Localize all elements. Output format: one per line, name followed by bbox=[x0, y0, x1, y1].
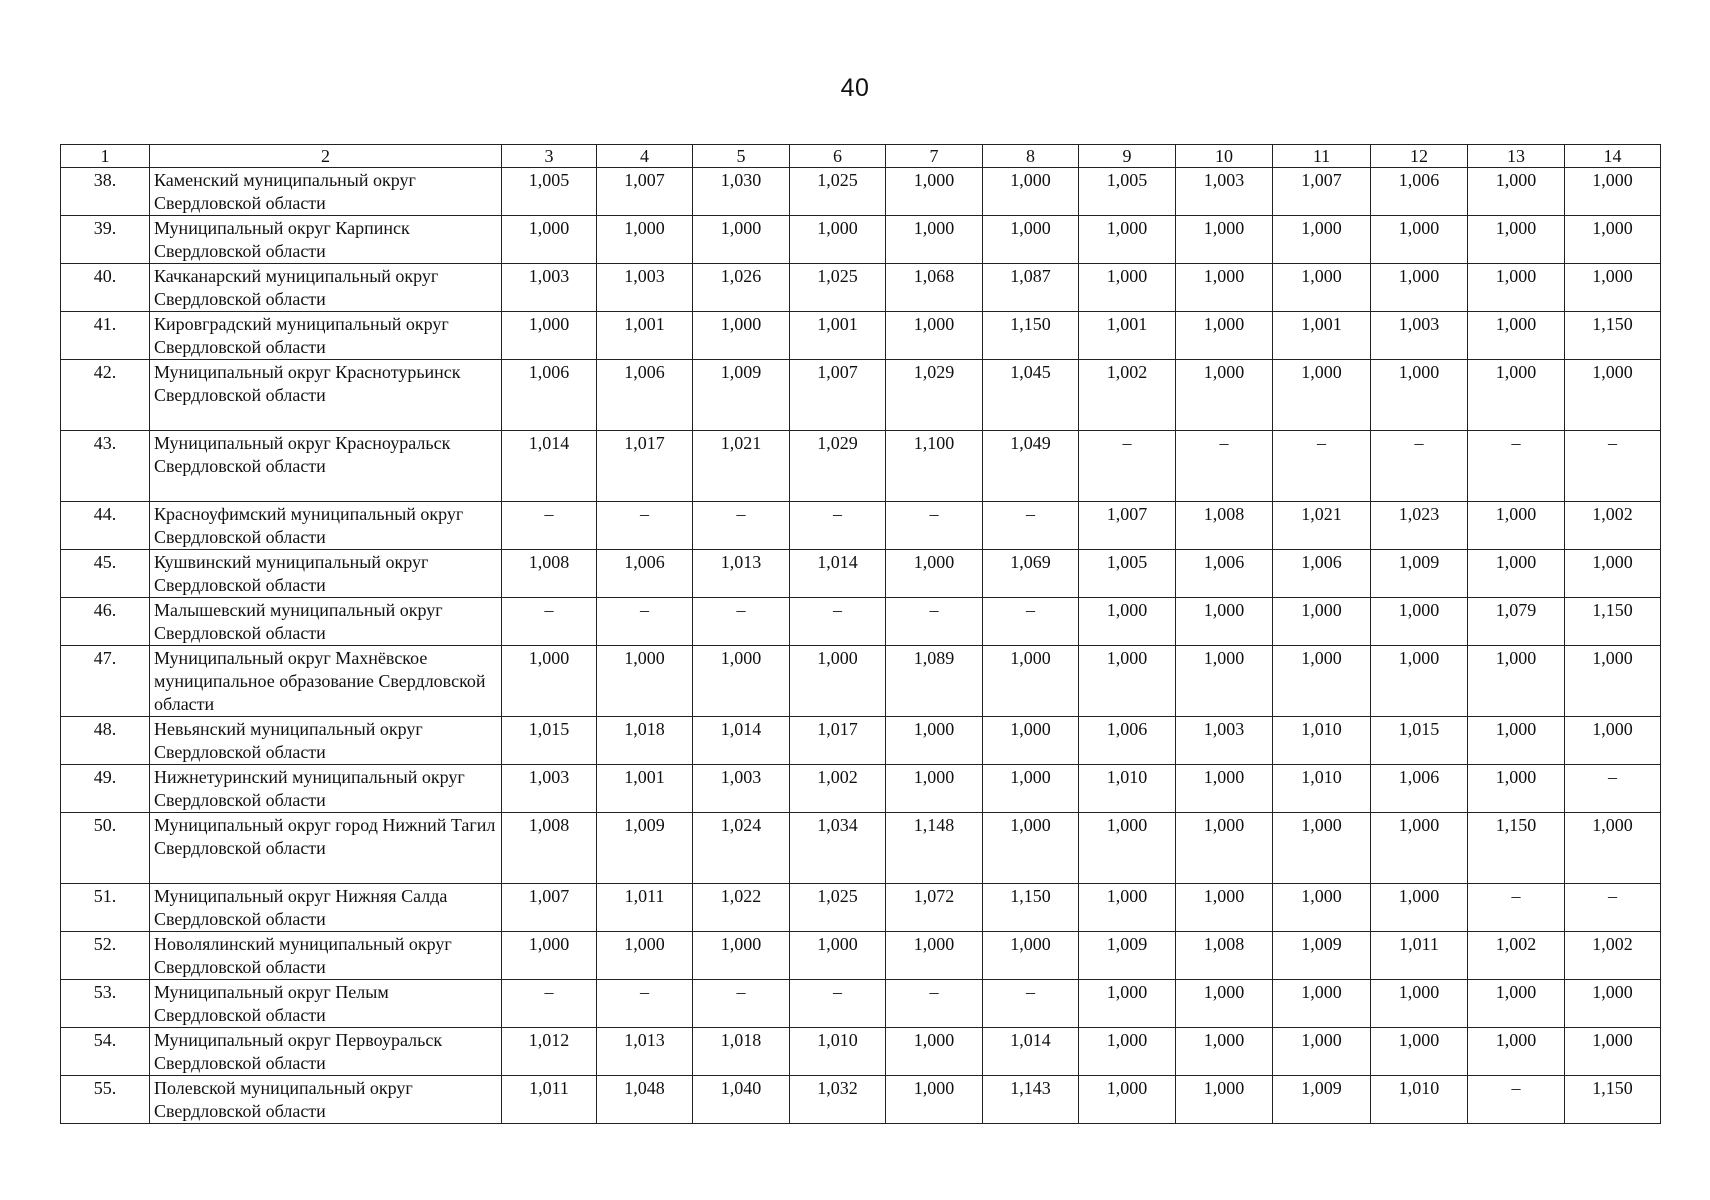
coefficient-cell: 1,007 bbox=[790, 360, 886, 431]
coefficient-cell: 1,000 bbox=[1468, 765, 1565, 813]
coefficient-cell: – bbox=[502, 980, 597, 1028]
coefficient-cell: 1,000 bbox=[1176, 765, 1273, 813]
coefficient-cell: 1,000 bbox=[1273, 813, 1371, 884]
coefficient-cell: 1,003 bbox=[1176, 717, 1273, 765]
coefficient-cell: 1,150 bbox=[1468, 813, 1565, 884]
coefficient-cell: 1,011 bbox=[502, 1076, 597, 1124]
column-header-11: 11 bbox=[1273, 145, 1371, 168]
coefficient-cell: 1,005 bbox=[502, 168, 597, 216]
coefficient-cell: 1,000 bbox=[1468, 550, 1565, 598]
coefficient-cell: 1,000 bbox=[1273, 980, 1371, 1028]
coefficient-cell: – bbox=[1565, 431, 1661, 502]
coefficient-cell: 1,023 bbox=[1371, 502, 1468, 550]
coefficient-cell: 1,000 bbox=[1176, 360, 1273, 431]
coefficient-cell: – bbox=[693, 502, 790, 550]
coefficient-cell: 1,030 bbox=[693, 168, 790, 216]
coefficient-cell: 1,150 bbox=[1565, 598, 1661, 646]
coefficient-cell: 1,000 bbox=[1079, 1028, 1176, 1076]
municipality-name: Красноуфимский муниципальный округ Свердловской области bbox=[150, 502, 502, 550]
coefficient-cell: 1,000 bbox=[597, 932, 693, 980]
coefficient-cell: 1,000 bbox=[1371, 884, 1468, 932]
column-header-6: 6 bbox=[790, 145, 886, 168]
coefficient-cell: 1,000 bbox=[983, 813, 1079, 884]
coefficient-cell: 1,000 bbox=[1371, 264, 1468, 312]
coefficient-cell: 1,000 bbox=[1273, 646, 1371, 717]
coefficient-cell: 1,008 bbox=[502, 813, 597, 884]
coefficient-cell: 1,000 bbox=[1565, 264, 1661, 312]
coefficient-cell: 1,000 bbox=[1371, 598, 1468, 646]
coefficient-cell: 1,150 bbox=[983, 312, 1079, 360]
coefficient-cell: 1,072 bbox=[886, 884, 983, 932]
coefficient-cell: 1,000 bbox=[1371, 980, 1468, 1028]
coefficient-cell: 1,000 bbox=[1176, 884, 1273, 932]
coefficient-cell: 1,000 bbox=[1176, 598, 1273, 646]
municipality-name: Муниципальный округ Красноуральск Свердловской области bbox=[150, 431, 502, 502]
table-row bbox=[61, 717, 1661, 765]
coefficient-cell: 1,017 bbox=[597, 431, 693, 502]
table-row bbox=[61, 884, 1661, 932]
coefficient-cell: – bbox=[1468, 1076, 1565, 1124]
coefficient-cell: 1,005 bbox=[1079, 550, 1176, 598]
coefficient-cell: 1,000 bbox=[1468, 360, 1565, 431]
coefficient-cell: 1,000 bbox=[1468, 216, 1565, 264]
coefficient-cell: – bbox=[1565, 884, 1661, 932]
coefficient-cell: – bbox=[790, 502, 886, 550]
row-number: 48. bbox=[61, 717, 150, 765]
coefficient-cell: 1,002 bbox=[1565, 502, 1661, 550]
coefficient-cell: 1,000 bbox=[1565, 360, 1661, 431]
row-number: 40. bbox=[61, 264, 150, 312]
coefficient-cell: – bbox=[597, 598, 693, 646]
coefficient-cell: 1,010 bbox=[1273, 765, 1371, 813]
coefficient-cell: 1,012 bbox=[502, 1028, 597, 1076]
row-number: 47. bbox=[61, 646, 150, 717]
coefficient-cell: 1,010 bbox=[790, 1028, 886, 1076]
table-row bbox=[61, 502, 1661, 550]
column-header-3: 3 bbox=[502, 145, 597, 168]
coefficient-cell: 1,011 bbox=[1371, 932, 1468, 980]
coefficient-cell: 1,000 bbox=[693, 932, 790, 980]
coefficient-cell: – bbox=[886, 980, 983, 1028]
row-number: 52. bbox=[61, 932, 150, 980]
coefficient-cell: 1,007 bbox=[502, 884, 597, 932]
coefficient-cell: 1,000 bbox=[1565, 646, 1661, 717]
coefficient-cell: 1,000 bbox=[502, 646, 597, 717]
coefficient-cell: 1,025 bbox=[790, 884, 886, 932]
row-number: 43. bbox=[61, 431, 150, 502]
coefficient-cell: 1,003 bbox=[502, 264, 597, 312]
table-row bbox=[61, 1028, 1661, 1076]
municipality-name: Новолялинский муниципальный округ Свердловской области bbox=[150, 932, 502, 980]
row-number: 41. bbox=[61, 312, 150, 360]
coefficient-cell: 1,069 bbox=[983, 550, 1079, 598]
coefficient-cell: 1,006 bbox=[1371, 765, 1468, 813]
coefficient-cell: 1,079 bbox=[1468, 598, 1565, 646]
column-header-9: 9 bbox=[1079, 145, 1176, 168]
table-row bbox=[61, 360, 1661, 431]
coefficient-cell: 1,026 bbox=[693, 264, 790, 312]
coefficient-cell: 1,000 bbox=[1468, 1028, 1565, 1076]
header-row bbox=[61, 145, 1661, 168]
coefficient-cell: 1,000 bbox=[1176, 1028, 1273, 1076]
coefficient-cell: 1,000 bbox=[983, 216, 1079, 264]
coefficient-cell: 1,003 bbox=[1371, 312, 1468, 360]
coefficient-cell: 1,021 bbox=[693, 431, 790, 502]
coefficient-cell: 1,014 bbox=[502, 431, 597, 502]
coefficient-cell: 1,000 bbox=[790, 932, 886, 980]
municipality-name: Полевской муниципальный округ Свердловской области bbox=[150, 1076, 502, 1124]
coefficient-cell: 1,000 bbox=[790, 646, 886, 717]
coefficient-cell: 1,000 bbox=[1371, 813, 1468, 884]
coefficient-cell: 1,089 bbox=[886, 646, 983, 717]
coefficient-cell: – bbox=[983, 502, 1079, 550]
table-row bbox=[61, 765, 1661, 813]
coefficient-cell: 1,000 bbox=[693, 646, 790, 717]
table-row bbox=[61, 932, 1661, 980]
coefficient-cell: 1,148 bbox=[886, 813, 983, 884]
coefficient-cell: 1,000 bbox=[1565, 813, 1661, 884]
coefficient-cell: 1,000 bbox=[1565, 717, 1661, 765]
coefficient-cell: 1,000 bbox=[1371, 646, 1468, 717]
table-row bbox=[61, 264, 1661, 312]
table-row bbox=[61, 550, 1661, 598]
municipality-name: Качканарский муниципальный округ Свердловской области bbox=[150, 264, 502, 312]
row-number: 55. bbox=[61, 1076, 150, 1124]
row-number: 49. bbox=[61, 765, 150, 813]
municipality-name: Малышевский муниципальный округ Свердловской области bbox=[150, 598, 502, 646]
coefficient-cell: 1,000 bbox=[1273, 360, 1371, 431]
row-number: 46. bbox=[61, 598, 150, 646]
municipality-name: Муниципальный округ Пелым Свердловской области bbox=[150, 980, 502, 1028]
coefficient-cell: 1,000 bbox=[886, 550, 983, 598]
coefficient-cell: 1,000 bbox=[1565, 168, 1661, 216]
table-row bbox=[61, 216, 1661, 264]
coefficient-cell: 1,049 bbox=[983, 431, 1079, 502]
column-header-7: 7 bbox=[886, 145, 983, 168]
coefficient-cell: 1,000 bbox=[886, 1076, 983, 1124]
coefficient-cell: 1,007 bbox=[1079, 502, 1176, 550]
table-row bbox=[61, 813, 1661, 884]
table-row bbox=[61, 980, 1661, 1028]
column-header-12: 12 bbox=[1371, 145, 1468, 168]
coefficient-cell: 1,006 bbox=[597, 550, 693, 598]
coefficient-cell: 1,000 bbox=[1079, 813, 1176, 884]
coefficient-cell: – bbox=[1371, 431, 1468, 502]
coefficient-cell: 1,008 bbox=[502, 550, 597, 598]
coefficient-cell: 1,021 bbox=[1273, 502, 1371, 550]
coefficient-cell: 1,013 bbox=[693, 550, 790, 598]
coefficient-cell: 1,032 bbox=[790, 1076, 886, 1124]
coefficient-cell: – bbox=[1468, 884, 1565, 932]
coefficient-cell: 1,000 bbox=[1176, 312, 1273, 360]
coefficient-cell: 1,002 bbox=[1468, 932, 1565, 980]
coefficient-cell: 1,001 bbox=[1273, 312, 1371, 360]
municipality-name: Кушвинский муниципальный округ Свердловской области bbox=[150, 550, 502, 598]
coefficient-cell: 1,000 bbox=[1273, 1028, 1371, 1076]
coefficient-cell: 1,000 bbox=[790, 216, 886, 264]
row-number: 54. bbox=[61, 1028, 150, 1076]
coefficient-cell: 1,015 bbox=[502, 717, 597, 765]
coefficient-cell: 1,018 bbox=[693, 1028, 790, 1076]
municipality-name: Муниципальный округ Махнёвское муниципальное образование Свердловской области bbox=[150, 646, 502, 717]
table-row bbox=[61, 646, 1661, 717]
coefficient-cell: 1,006 bbox=[1176, 550, 1273, 598]
coefficient-cell: 1,000 bbox=[1468, 502, 1565, 550]
coefficient-cell: 1,000 bbox=[1079, 884, 1176, 932]
coefficient-cell: – bbox=[983, 598, 1079, 646]
coefficient-cell: 1,006 bbox=[502, 360, 597, 431]
coefficient-cell: 1,009 bbox=[1273, 1076, 1371, 1124]
coefficient-cell: 1,000 bbox=[1176, 216, 1273, 264]
coefficient-cell: 1,001 bbox=[790, 312, 886, 360]
coefficient-cell: 1,000 bbox=[1079, 216, 1176, 264]
coefficient-cell: – bbox=[693, 980, 790, 1028]
table-header bbox=[61, 145, 1661, 168]
coefficient-cell: 1,000 bbox=[1176, 813, 1273, 884]
coefficient-cell: 1,006 bbox=[597, 360, 693, 431]
coefficient-cell: 1,150 bbox=[1565, 1076, 1661, 1124]
coefficient-cell: 1,029 bbox=[886, 360, 983, 431]
coefficient-cell: – bbox=[502, 598, 597, 646]
table-row bbox=[61, 168, 1661, 216]
column-header-1: 1 bbox=[61, 145, 150, 168]
coefficient-cell: 1,014 bbox=[693, 717, 790, 765]
coefficient-cell: 1,000 bbox=[1273, 598, 1371, 646]
coefficient-cell: – bbox=[1273, 431, 1371, 502]
coefficient-cell: 1,000 bbox=[1176, 264, 1273, 312]
coefficient-cell: 1,009 bbox=[1079, 932, 1176, 980]
coefficient-cell: 1,003 bbox=[502, 765, 597, 813]
coefficient-cell: 1,000 bbox=[1565, 1028, 1661, 1076]
coefficient-cell: 1,000 bbox=[502, 216, 597, 264]
coefficient-cell: 1,001 bbox=[1079, 312, 1176, 360]
coefficient-cell: 1,000 bbox=[1468, 312, 1565, 360]
coefficient-cell: 1,087 bbox=[983, 264, 1079, 312]
coefficient-cell: 1,000 bbox=[1079, 980, 1176, 1028]
coefficient-cell: 1,000 bbox=[886, 932, 983, 980]
coefficient-cell: 1,006 bbox=[1079, 717, 1176, 765]
coefficient-cell: 1,013 bbox=[597, 1028, 693, 1076]
coefficient-cell: 1,045 bbox=[983, 360, 1079, 431]
coefficient-cell: 1,007 bbox=[597, 168, 693, 216]
municipality-name: Муниципальный округ Нижняя Салда Свердловской области bbox=[150, 884, 502, 932]
coefficient-cell: 1,000 bbox=[886, 168, 983, 216]
coefficient-cell: 1,000 bbox=[886, 717, 983, 765]
coefficient-cell: 1,000 bbox=[693, 312, 790, 360]
coefficient-cell: – bbox=[502, 502, 597, 550]
column-header-10: 10 bbox=[1176, 145, 1273, 168]
coefficient-cell: 1,068 bbox=[886, 264, 983, 312]
column-header-14: 14 bbox=[1565, 145, 1661, 168]
coefficient-cell: 1,025 bbox=[790, 264, 886, 312]
coefficients-table bbox=[60, 144, 1661, 1124]
coefficient-cell: 1,000 bbox=[983, 646, 1079, 717]
coefficient-cell: 1,000 bbox=[502, 932, 597, 980]
coefficient-cell: 1,000 bbox=[983, 168, 1079, 216]
municipality-name: Муниципальный округ Карпинск Свердловской области bbox=[150, 216, 502, 264]
coefficient-cell: 1,010 bbox=[1371, 1076, 1468, 1124]
coefficient-cell: 1,022 bbox=[693, 884, 790, 932]
table-row bbox=[61, 1076, 1661, 1124]
coefficient-cell: 1,017 bbox=[790, 717, 886, 765]
column-header-2: 2 bbox=[150, 145, 502, 168]
coefficient-cell: 1,000 bbox=[1176, 646, 1273, 717]
coefficient-cell: 1,000 bbox=[1565, 980, 1661, 1028]
municipality-name: Муниципальный округ Первоуральск Свердловской области bbox=[150, 1028, 502, 1076]
coefficient-cell: 1,000 bbox=[1176, 1076, 1273, 1124]
coefficient-cell: – bbox=[886, 502, 983, 550]
coefficient-cell: 1,000 bbox=[502, 312, 597, 360]
column-header-5: 5 bbox=[693, 145, 790, 168]
coefficient-cell: 1,040 bbox=[693, 1076, 790, 1124]
coefficient-cell: 1,000 bbox=[1079, 1076, 1176, 1124]
coefficient-cell: 1,000 bbox=[1371, 216, 1468, 264]
coefficient-cell: 1,000 bbox=[1079, 598, 1176, 646]
row-number: 50. bbox=[61, 813, 150, 884]
coefficient-cell: 1,150 bbox=[1565, 312, 1661, 360]
coefficient-cell: 1,048 bbox=[597, 1076, 693, 1124]
coefficient-cell: 1,009 bbox=[597, 813, 693, 884]
coefficient-cell: 1,000 bbox=[1565, 550, 1661, 598]
coefficient-cell: 1,000 bbox=[886, 216, 983, 264]
coefficient-cell: 1,000 bbox=[886, 312, 983, 360]
coefficient-cell: – bbox=[886, 598, 983, 646]
coefficient-cell: 1,000 bbox=[1176, 980, 1273, 1028]
row-number: 38. bbox=[61, 168, 150, 216]
coefficient-cell: 1,000 bbox=[693, 216, 790, 264]
municipality-name: Муниципальный округ город Нижний Тагил Свердловской области bbox=[150, 813, 502, 884]
coefficient-cell: 1,006 bbox=[1371, 168, 1468, 216]
coefficient-cell: 1,000 bbox=[597, 216, 693, 264]
municipality-name: Каменский муниципальный округ Свердловской области bbox=[150, 168, 502, 216]
coefficient-cell: 1,034 bbox=[790, 813, 886, 884]
municipality-name: Муниципальный округ Краснотурьинск Свердловской области bbox=[150, 360, 502, 431]
coefficient-cell: 1,000 bbox=[1468, 646, 1565, 717]
coefficient-cell: – bbox=[1079, 431, 1176, 502]
coefficient-cell: – bbox=[983, 980, 1079, 1028]
table-body bbox=[61, 168, 1661, 1124]
coefficient-cell: 1,100 bbox=[886, 431, 983, 502]
coefficient-cell: 1,000 bbox=[886, 1028, 983, 1076]
coefficient-cell: 1,001 bbox=[597, 765, 693, 813]
municipality-name: Невьянский муниципальный округ Свердловской области bbox=[150, 717, 502, 765]
coefficient-cell: – bbox=[597, 980, 693, 1028]
coefficient-cell: – bbox=[790, 980, 886, 1028]
column-header-13: 13 bbox=[1468, 145, 1565, 168]
coefficient-cell: 1,006 bbox=[1273, 550, 1371, 598]
coefficient-cell: 1,003 bbox=[693, 765, 790, 813]
coefficient-cell: 1,025 bbox=[790, 168, 886, 216]
municipality-name: Кировградский муниципальный округ Свердловской области bbox=[150, 312, 502, 360]
column-header-4: 4 bbox=[597, 145, 693, 168]
coefficient-cell: 1,007 bbox=[1273, 168, 1371, 216]
coefficient-cell: 1,014 bbox=[983, 1028, 1079, 1076]
coefficient-cell: 1,150 bbox=[983, 884, 1079, 932]
coefficient-cell: 1,011 bbox=[597, 884, 693, 932]
coefficient-cell: – bbox=[1468, 431, 1565, 502]
coefficient-cell: 1,029 bbox=[790, 431, 886, 502]
coefficient-cell: 1,009 bbox=[693, 360, 790, 431]
coefficient-cell: 1,002 bbox=[1565, 932, 1661, 980]
coefficient-cell: 1,000 bbox=[1371, 360, 1468, 431]
coefficient-cell: – bbox=[693, 598, 790, 646]
coefficient-cell: 1,000 bbox=[1371, 1028, 1468, 1076]
row-number: 53. bbox=[61, 980, 150, 1028]
coefficient-cell: 1,002 bbox=[790, 765, 886, 813]
coefficient-cell: 1,018 bbox=[597, 717, 693, 765]
row-number: 51. bbox=[61, 884, 150, 932]
coefficient-cell: 1,143 bbox=[983, 1076, 1079, 1124]
coefficient-cell: 1,000 bbox=[1273, 884, 1371, 932]
coefficient-cell: – bbox=[1176, 431, 1273, 502]
coefficient-cell: 1,000 bbox=[1079, 646, 1176, 717]
coefficient-cell: 1,000 bbox=[1079, 264, 1176, 312]
page-number: 40 bbox=[840, 74, 870, 102]
row-number: 45. bbox=[61, 550, 150, 598]
coefficient-cell: – bbox=[790, 598, 886, 646]
coefficient-cell: 1,000 bbox=[983, 765, 1079, 813]
coefficient-cell: 1,009 bbox=[1273, 932, 1371, 980]
coefficient-cell: 1,002 bbox=[1079, 360, 1176, 431]
coefficient-cell: 1,003 bbox=[1176, 168, 1273, 216]
coefficient-cell: 1,005 bbox=[1079, 168, 1176, 216]
coefficient-cell: 1,008 bbox=[1176, 932, 1273, 980]
coefficient-cell: 1,000 bbox=[1468, 264, 1565, 312]
coefficient-cell: 1,009 bbox=[1371, 550, 1468, 598]
coefficient-cell: – bbox=[597, 502, 693, 550]
table-row bbox=[61, 431, 1661, 502]
row-number: 39. bbox=[61, 216, 150, 264]
coefficient-cell: 1,003 bbox=[597, 264, 693, 312]
coefficient-cell: 1,010 bbox=[1273, 717, 1371, 765]
coefficient-cell: 1,000 bbox=[886, 765, 983, 813]
coefficient-cell: 1,014 bbox=[790, 550, 886, 598]
coefficient-cell: 1,000 bbox=[983, 932, 1079, 980]
coefficient-cell: 1,001 bbox=[597, 312, 693, 360]
column-header-8: 8 bbox=[983, 145, 1079, 168]
coefficient-cell: 1,000 bbox=[1273, 264, 1371, 312]
coefficient-cell: 1,000 bbox=[1468, 717, 1565, 765]
row-number: 42. bbox=[61, 360, 150, 431]
coefficient-cell: 1,024 bbox=[693, 813, 790, 884]
coefficient-cell: 1,000 bbox=[1273, 216, 1371, 264]
municipality-name: Нижнетуринский муниципальный округ Свердловской области bbox=[150, 765, 502, 813]
coefficient-cell: 1,000 bbox=[1468, 980, 1565, 1028]
table-row bbox=[61, 312, 1661, 360]
coefficient-cell: 1,000 bbox=[1468, 168, 1565, 216]
coefficient-cell: 1,010 bbox=[1079, 765, 1176, 813]
coefficient-cell: 1,000 bbox=[983, 717, 1079, 765]
coefficient-cell: – bbox=[1565, 765, 1661, 813]
table-row bbox=[61, 598, 1661, 646]
coefficient-cell: 1,015 bbox=[1371, 717, 1468, 765]
row-number: 44. bbox=[61, 502, 150, 550]
coefficient-cell: 1,000 bbox=[1565, 216, 1661, 264]
coefficient-cell: 1,000 bbox=[597, 646, 693, 717]
coefficient-cell: 1,008 bbox=[1176, 502, 1273, 550]
